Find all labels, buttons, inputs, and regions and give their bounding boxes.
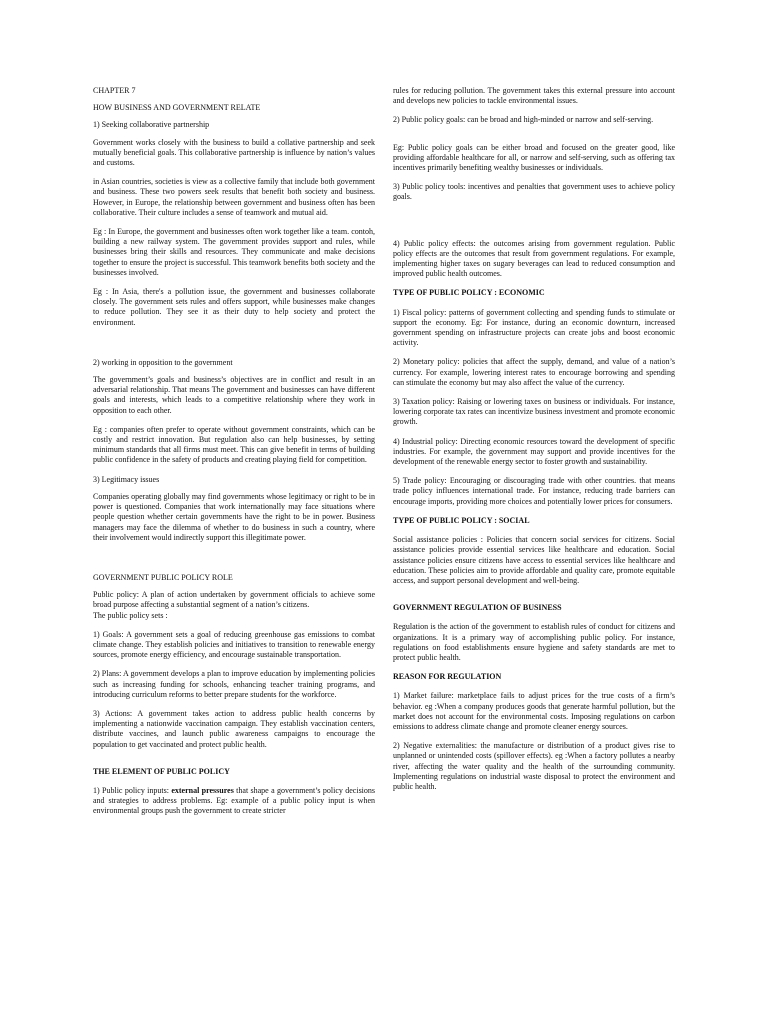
paragraph-asia-example: Eg : In Asia, there's a pollution issue, the government and businesses collaborate closely. The government sets rules and offers support, while businesses make changes to reduce pollution. They see it as their duty to help society and protect the environment. — [93, 287, 375, 327]
paragraph-policy-goals: 1) Goals: A government sets a goal of reducing greenhouse gas emissions to combat climate change. They establish policies and initiatives to transition to renewable energy sources, promote energy efficiency, and encourage sustainable transportation. — [93, 629, 375, 660]
paragraph-policy-inputs — [93, 786, 375, 817]
chapter-title: HOW BUSINESS AND GOVERNMENT RELATE — [93, 103, 261, 113]
paragraph-negative-externalities: 2) Negative externalities: the manufacture or distribution of a product gives rise to unplanned or unintended costs (spillover effects). eg :When a factory pollutes a nearby river, affecting the water quality and the health of the surrounding community. Implementing regulations on industrial waste disposal to protect the environment and public health. — [393, 741, 675, 791]
paragraph-policy-effects: 4) Public policy effects: the outcomes arising from government regulation. Public policy effects are the outcomes that result from government regulations. For example, implementing higher taxes on sugary beverages can lead to reduced consumption and improved public health outcomes. — [393, 238, 675, 279]
paragraph-market-failure: 1) Market failure: marketplace fails to adjust prices for the true costs of a firm’s behavior. eg :When a company produces goods that generate harmful pollution, but the market does not account for the environmental costs. Imposing regulations on carbon emissions to address climate change and promote cleaner energy sources. — [393, 691, 675, 731]
chapter-label: CHAPTER 7 — [93, 86, 136, 95]
paragraph-policy-actions: 3) Actions: A government takes action to address public health concerns by implementing a nationwide vaccination campaign. They establish vaccination centers, distribute vaccines, and launch public awareness campaigns to encourage the population to get vaccinated and protect public health. — [93, 708, 375, 749]
section-heading-policy-role: GOVERNMENT PUBLIC POLICY ROLE — [93, 572, 233, 582]
paragraph-regulation: Regulation is the action of the government to establish rules of conduct for citizens and organizations. It is a primary way of accomplishing public policy. For instance, regulations on food establishments ensure hygiene and safety standards are met to protect public health. — [393, 622, 675, 662]
paragraph-policy-tools: 3) Public policy tools: incentives and penalties that government uses to achieve policy goals. — [393, 182, 675, 202]
section-heading-element: THE ELEMENT OF PUBLIC POLICY — [93, 766, 230, 776]
paragraph-social-assistance: Social assistance policies : Policies that concern social services for citizens. Social assistance policies provide essential services like healthcare and education. Social assistance policies ensure citizens have access to essential services like healthcare and education. These policies aim to provide affordable and quality care, promote equitable access, and support personal development and well-being. — [393, 535, 675, 585]
section-heading-economic: TYPE OF PUBLIC POLICY : ECONOMIC — [393, 288, 545, 298]
left-column — [93, 86, 375, 826]
paragraph-opposition-example: Eg : companies often prefer to operate without government constraints, which can be costly and restrict innovation. But regulation also can help businesses, by setting minimum standards that all firms must meet. This can give benefit in terms of building public confidence in the safety of products and creating playing field for competition. — [93, 424, 375, 465]
paragraph-policy-sets: The public policy sets : — [93, 610, 168, 620]
paragraph-public-policy-definition: Public policy: A plan of action undertaken by government officials to achieve some broad purpose affecting a substantial segment of a nation’s citizens. — [93, 590, 375, 610]
section-heading-reason: REASON FOR REGULATION — [393, 672, 502, 682]
section-heading-collaborative: 1) Seeking collaborative partnership — [93, 120, 210, 130]
section-heading-legitimacy: 3) Legitimacy issues — [93, 474, 160, 484]
section-heading-social: TYPE OF PUBLIC POLICY : SOCIAL — [393, 515, 530, 525]
paragraph-policy-goals-element: 2) Public policy goals: can be broad and high-minded or narrow and self-serving. — [393, 115, 654, 125]
paragraph-inputs-continued: rules for reducing pollution. The government takes this external pressure into account and develops new policies to tackle environmental issues. — [393, 86, 675, 106]
paragraph-fiscal-policy: 1) Fiscal policy: patterns of government collecting and spending funds to stimulate or support the economy. Eg: For instance, during an economic downturn, increased government spending on infrastructure projects can create jobs and boost economic activity. — [393, 307, 675, 348]
policy-inputs-rest: that shape a government’s policy decisions and strategies to address problems. Eg: example of a public policy input is when environmental groups push the government to create stricter — [93, 785, 376, 816]
paragraph-asian-countries: in Asian countries, societies is view as a collective family that include both government and business. These two powers seek results that benefit both society and business. However, in Europe, the relationship between government and business often has been collaborative. Their culture includes a sense of teamwork and mutual aid. — [93, 177, 375, 217]
paragraph-opposition-intro: The government’s goals and business’s objectives are in conflict and result in an adversarial relationship. That means The government and businesses can have different goals and interests, which leads to a competitive relationship where they work in opposition to each other. — [93, 375, 375, 415]
right-column — [393, 86, 675, 801]
paragraph-europe-example: Eg : In Europe, the government and businesses often work together like a team. contoh, building a new railway system. The government provides support and rules, while businesses bring their skills and resources. They communicate and make decisions together to ensure the project is successful. This teamwork benefits both society and the businesses involved. — [93, 227, 375, 277]
paragraph-legitimacy: Companies operating globally may find governments whose legitimacy or right to be in power is questioned. Companies that work internationally may face situations where people question whether certain governments have the right to be in power. Business managers may face the dilemma of whether to do business in such a country, where their involvement would indirectly support this illegitimate power. — [93, 491, 375, 542]
paragraph-collaborative-intro: Government works closely with the business to build a collative partnership and seek mutually beneficial goals. This collaborative partnership is influence by nation’s values and customs. — [93, 137, 375, 168]
paragraph-taxation-policy: 3) Taxation policy: Raising or lowering taxes on business or individuals. For instance, lowering corporate tax rates can incentivize business investment and promote economic growth. — [393, 397, 675, 427]
paragraph-policy-plans: 2) Plans: A government develops a plan to improve education by implementing policies such as increasing funding for schools, enhancing teacher training programs, and introducing curriculum reforms to better prepare students for the workforce. — [93, 669, 375, 699]
policy-inputs-lead: 1) Public policy inputs: — [93, 785, 172, 795]
paragraph-monetary-policy: 2) Monetary policy: policies that affect the supply, demand, and value of a nation’s currency. For example, lowering interest rates to encourage borrowing and spending can stimulate the economy but may also affect the value of the currency. — [393, 357, 675, 387]
paragraph-trade-policy: 5) Trade policy: Encouraging or discouraging trade with other countries. that means trade policy influences international trade. For instance, reducing trade barriers can encourage imports, providing more choices and potentially lower prices for consumers. — [393, 476, 675, 506]
paragraph-industrial-policy: 4) Industrial policy: Directing economic resources toward the development of specific industries. For example, the government may support and provide incentives for the development of the renewable energy sector to foster growth and sustainability. — [393, 436, 675, 467]
section-heading-opposition: 2) working in opposition to the government — [93, 357, 233, 367]
section-heading-regulation: GOVERNMENT REGULATION OF BUSINESS — [393, 603, 562, 613]
paragraph-policy-goals-example: Eg: Public policy goals can be either broad and focused on the greater good, like providing affordable healthcare for all, or narrow and self-serving, such as offering tax incentives primarily benefiting wealthy businesses or individuals. — [393, 142, 675, 173]
policy-inputs-emphasis: external pressures — [171, 785, 234, 795]
